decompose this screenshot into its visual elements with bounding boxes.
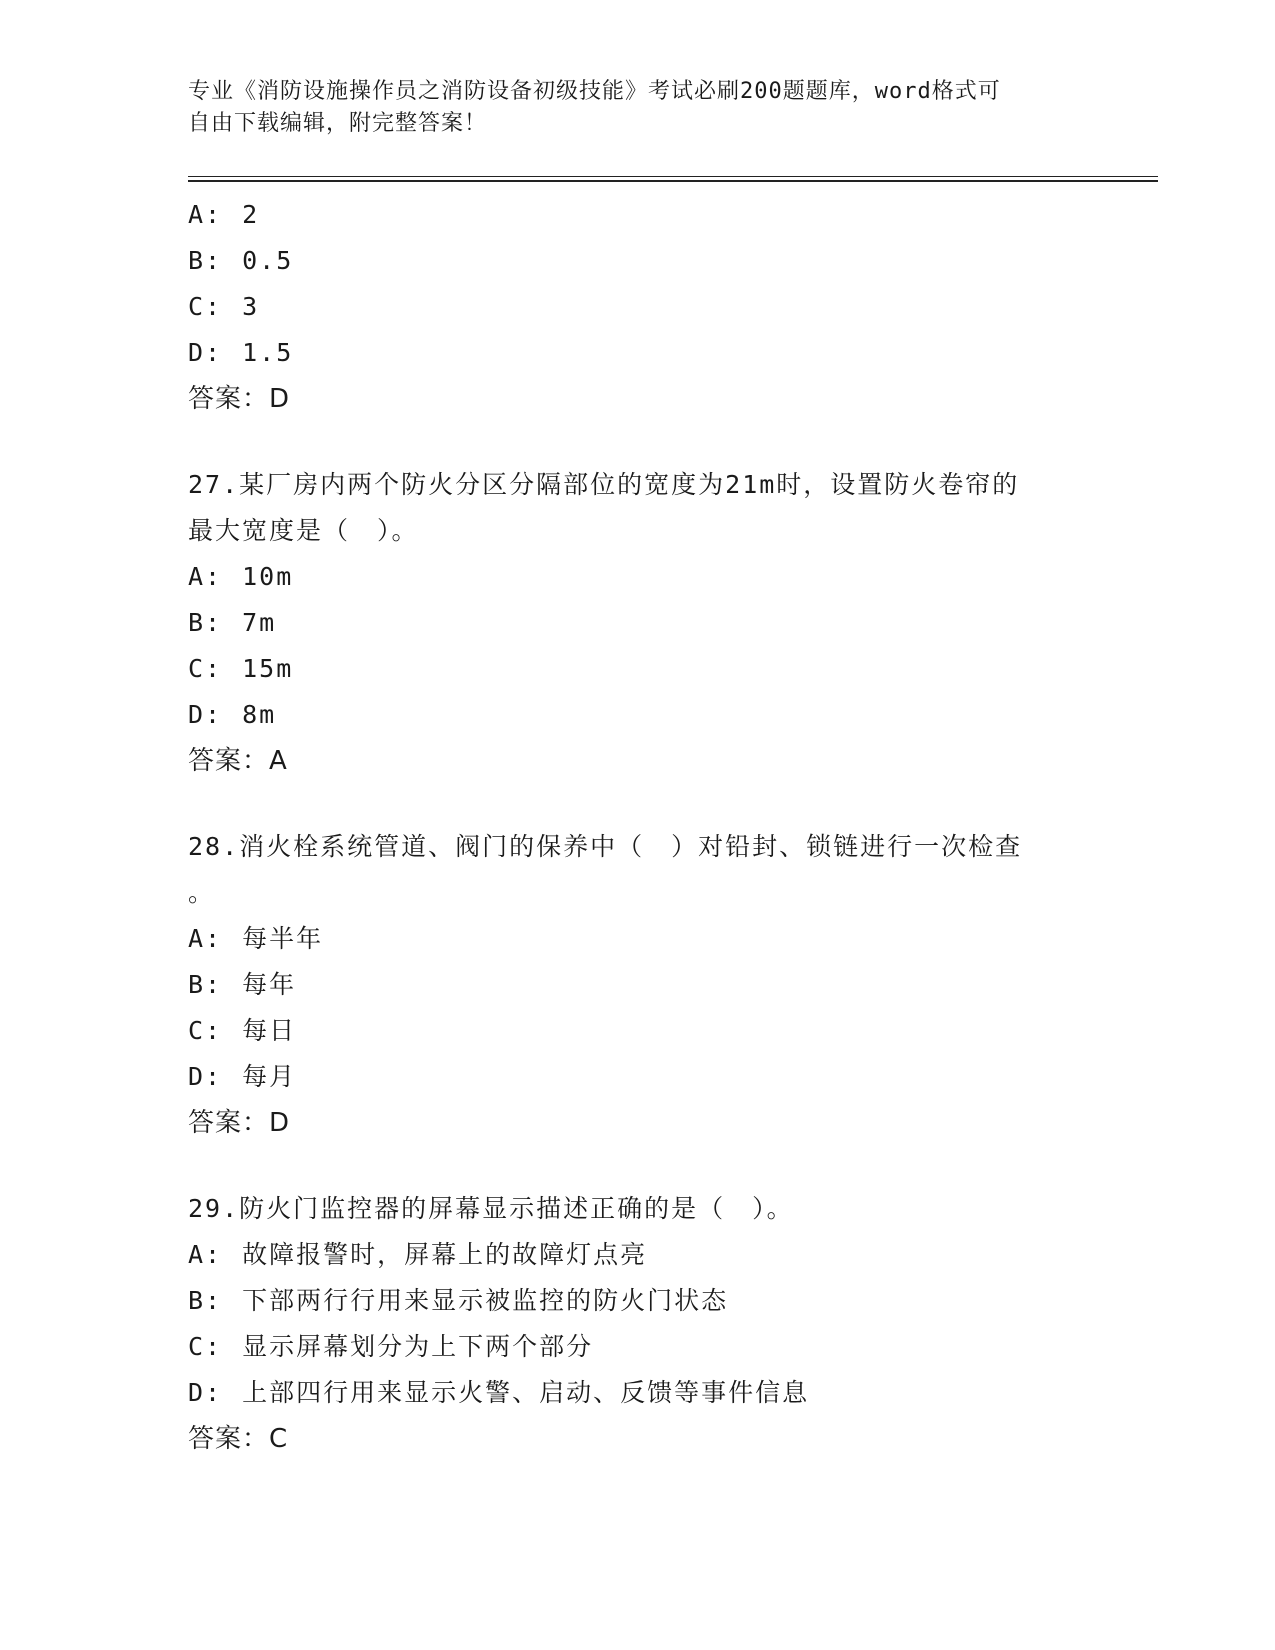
option-a: A: 10m: [188, 562, 294, 591]
option-c: C: 3: [188, 292, 260, 321]
option-b: B: 7m: [188, 608, 277, 637]
answer-line: 答案：A: [188, 746, 288, 776]
option-text: 每月: [242, 1062, 297, 1091]
option-b: B: 0.5: [188, 246, 294, 275]
option-text: 8m: [242, 700, 277, 729]
option-d: D: 8m: [188, 700, 277, 729]
option-a: A: 2: [188, 200, 260, 229]
option-c: C: 15m: [188, 654, 294, 683]
answer-line: 答案：C: [188, 1424, 289, 1454]
option-d: D: 1.5: [188, 338, 294, 367]
answer-line: 答案：D: [188, 384, 291, 414]
option-b: B: 下部两行行用来显示被监控的防火门状态: [188, 1286, 729, 1315]
answer-line: 答案：D: [188, 1108, 291, 1138]
option-d: D: 上部四行用来显示火警、启动、反馈等事件信息: [188, 1378, 810, 1407]
option-text: 每日: [242, 1016, 297, 1045]
option-text: 2: [242, 200, 260, 229]
option-d: D: 每月: [188, 1062, 297, 1091]
question-text-line-1: 28.消火栓系统管道、阀门的保养中（ ）对铅封、锁链进行一次检查: [188, 832, 1023, 861]
option-text: 15m: [242, 654, 294, 683]
option-text: 上部四行用来显示火警、启动、反馈等事件信息: [242, 1378, 810, 1407]
option-text: 显示屏幕划分为上下两个部分: [242, 1332, 594, 1361]
option-text: 每年: [242, 970, 297, 999]
option-c: C: 显示屏幕划分为上下两个部分: [188, 1332, 594, 1361]
option-text: 3: [242, 292, 260, 321]
question-text-line-1: 27.某厂房内两个防火分区分隔部位的宽度为21m时，设置防火卷帘的: [188, 470, 1020, 499]
option-text: 10m: [242, 562, 294, 591]
option-text: 1.5: [242, 338, 294, 367]
question-28: [188, 824, 1088, 1146]
option-text: 下部两行行用来显示被监控的防火门状态: [242, 1286, 729, 1315]
question-text-line-2: 。: [188, 878, 216, 907]
question-text-line-1: 29.防火门监控器的屏幕显示描述正确的是（ ）。: [188, 1194, 794, 1223]
option-text: 故障报警时，屏幕上的故障灯点亮: [242, 1240, 648, 1269]
question-text-line-2: 最大宽度是（ ）。: [188, 516, 419, 545]
question-26: [188, 192, 1088, 422]
question-27: [188, 462, 1088, 784]
header-title-line-2: 自由下载编辑，附完整答案！: [188, 111, 488, 136]
option-a: A: 故障报警时，屏幕上的故障灯点亮: [188, 1240, 648, 1269]
header-title-line-1: 专业《消防设施操作员之消防设备初级技能》考试必刷200题题库，word格式可: [188, 79, 1001, 104]
header-divider-thin: [188, 176, 1158, 177]
option-text: 0.5: [242, 246, 294, 275]
option-b: B: 每年: [188, 970, 297, 999]
document-body: [188, 192, 1088, 1462]
option-text: 每半年: [242, 924, 324, 953]
header-divider-thick: [188, 180, 1158, 182]
option-text: 7m: [242, 608, 277, 637]
option-c: C: 每日: [188, 1016, 297, 1045]
page-header: [188, 76, 1088, 140]
question-29: [188, 1186, 1088, 1462]
option-a: A: 每半年: [188, 924, 324, 953]
